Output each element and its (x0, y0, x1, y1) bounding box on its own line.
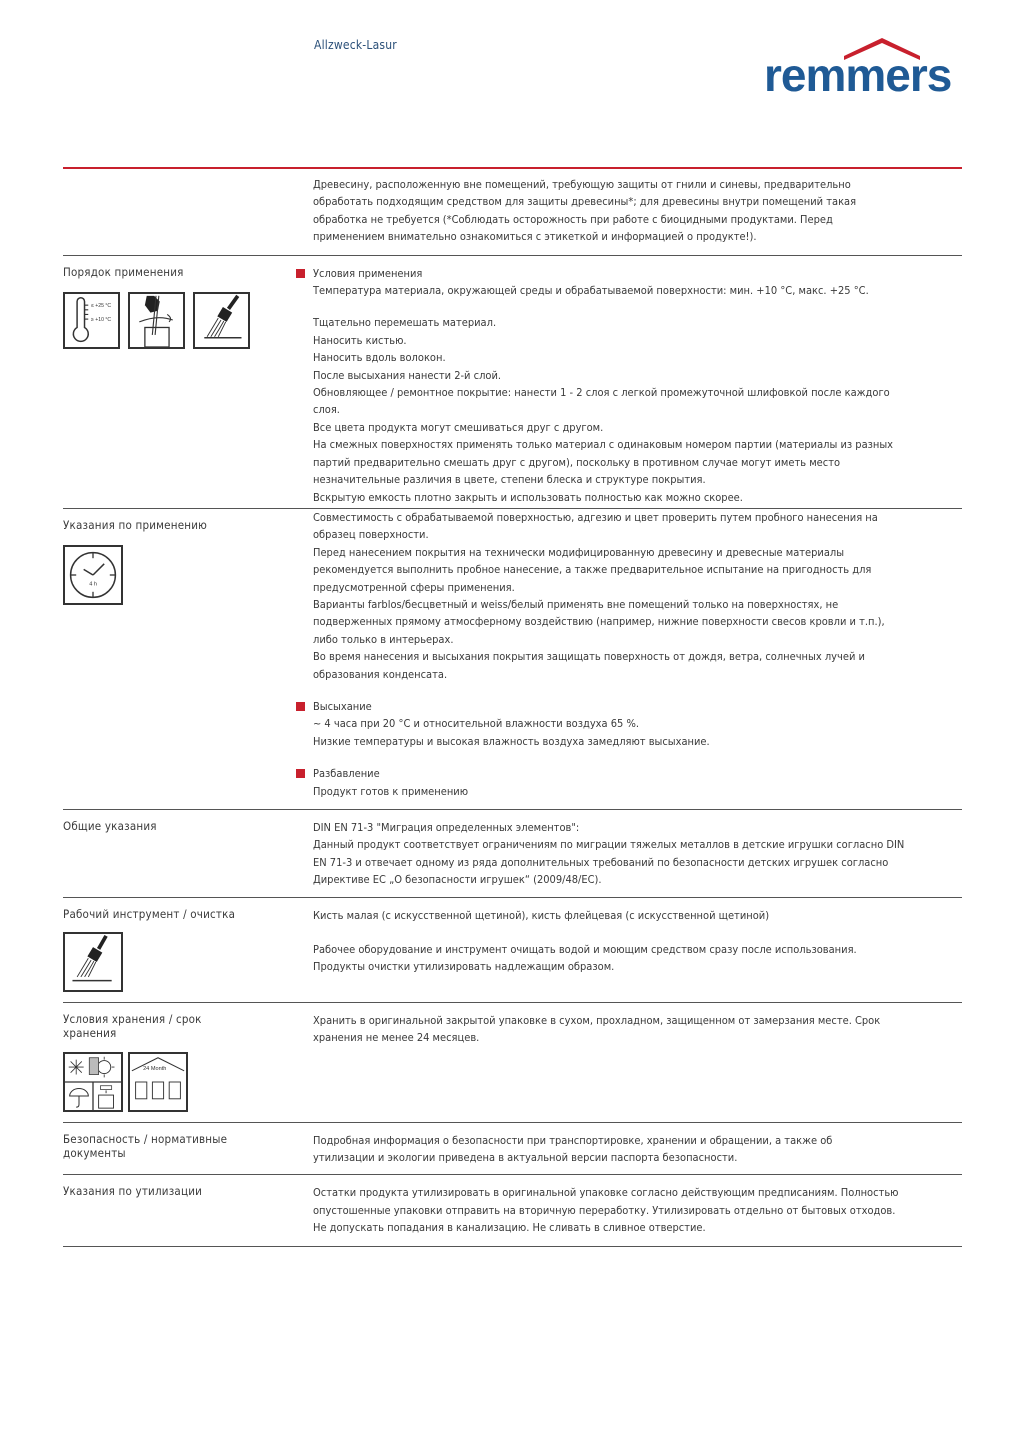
text-line: слоя. (313, 403, 340, 417)
thermometer-icon (63, 292, 120, 349)
text-line: Все цвета продукта могут смешиваться друг с другом. (313, 420, 604, 434)
svg-text:≤ +25 °C: ≤ +25 °C (91, 302, 112, 309)
text-line: Обновляющее / ремонтное покрытие: нанести 1 - 2 слоя с легкой промежуточной шлифовкой после каждого (313, 386, 890, 400)
brush-icon (193, 292, 250, 349)
text-line: обработать подходящим средством для защиты древесины*; для древесины внутри помещений такая (313, 195, 857, 209)
text-line: Низкие температуры и высокая влажность воздуха замедляют высыхание. (313, 734, 710, 748)
text-line: Совместимость с обрабатываемой поверхностью, адгезию и цвет проверить путем пробного нанесения на (313, 510, 878, 524)
clock-icon (63, 545, 123, 605)
intro-row (63, 169, 962, 256)
section-safety (63, 1123, 962, 1176)
section-label: Указания по утилизации (63, 1184, 203, 1199)
text-line: Продукты очистки утилизировать надлежащим образом. (313, 960, 615, 974)
text-line: Наносить кистью. (313, 333, 407, 347)
bullet-icon (296, 769, 305, 778)
text-line: рекомендуется выполнить пробное нанесение, а также предварительное испытание на пригодность для (313, 563, 872, 577)
text-line: либо только в интерьерах. (313, 632, 454, 646)
text-line: Варианты farblos/бесцветный и weiss/белый применять вне помещений только на поверхностях, не (313, 597, 839, 611)
section-tools (63, 898, 962, 1003)
text-line: Остатки продукта утилизировать в оригинальной упаковке согласно действующим предписаниям. Полностью (313, 1186, 899, 1200)
logo-text: remmers (764, 49, 952, 101)
subhead-drying: Высыхание (313, 699, 372, 713)
text-line: Температура материала, окружающей среды и обрабатываемой поверхности: мин. +10 °C, макс. +25 °C. (313, 284, 869, 298)
product-name: Allzweck-Lasur (314, 38, 397, 52)
text-line: Хранить в оригинальной закрытой упаковке в сухом, прохладном, защищенном от замерзания месте. Срок (313, 1013, 881, 1027)
text-line: утилизации и экологии приведена в актуальной версии паспорта безопасности. (313, 1151, 738, 1165)
brush-icon (63, 932, 123, 992)
section-label: Безопасность / нормативные документы (63, 1131, 228, 1160)
text-line: Тщательно перемешать материал. (313, 316, 497, 330)
text-line: Продукт готов к применению (313, 784, 469, 798)
section-label: Общие указания (63, 819, 157, 833)
text-line: Не допускать попадания в канализацию. Не сливать в сливное отверстие. (313, 1221, 706, 1235)
text-line: Директиве ЕС „О безопасности игрушек“ (2009/48/EC). (313, 873, 602, 887)
text-line: Подробная информация о безопасности при транспортировке, хранении и обращении, а также об (313, 1133, 833, 1147)
section-general (63, 810, 962, 898)
text-line: ~ 4 часа при 20 °C и относительной влажности воздуха 65 %. (313, 717, 640, 731)
section-application (63, 256, 962, 509)
text-line: предусмотренной сферы применения. (313, 580, 515, 594)
text-line: опустошенные упаковки отправить на вторичную переработку. Утилизировать отдельно от бытовых отходов. (313, 1203, 896, 1217)
text-line: На смежных поверхностях применять только материал с одинаковым номером партии (материалы из разных (313, 438, 894, 452)
text-line: Во время нанесения и высыхания покрытия защищать поверхность от дождя, ветра, солнечных лучей и (313, 650, 865, 664)
text-line: обработка не требуется (*Соблюдать осторожность при работе с биоцидными продуктами. Перед (313, 212, 833, 226)
bullet-icon (296, 269, 305, 278)
section-label: Порядок применения (63, 264, 184, 279)
text-line: Наносить вдоль волокон. (313, 351, 446, 365)
remmers-logo (762, 36, 962, 106)
section-label: Рабочий инструмент / очистка (63, 906, 236, 921)
subhead-thinning: Разбавление (313, 767, 380, 781)
text-line: После высыхания нанести 2-й слой. (313, 368, 502, 382)
stir-icon (128, 292, 185, 349)
text-line: Данный продукт соответствует ограничениям по миграции тяжелых металлов в детские игрушки согласно DIN (313, 838, 905, 852)
section-disposal (63, 1175, 962, 1246)
text-line: Вскрытую емкость плотно закрыть и использовать полностью как можно скорее. (313, 490, 743, 504)
storage-conditions-icon (63, 1052, 123, 1112)
text-line: применением внимательно ознакомиться с этикеткой и информацией о продукте!). (313, 230, 757, 244)
text-line: образец поверхности. (313, 528, 429, 542)
text-line: Рабочее оборудование и инструмент очищать водой и моющим средством сразу после использования. (313, 943, 857, 957)
text-line: хранения не менее 24 месяцев. (313, 1031, 480, 1045)
text-line: партий предварительно смешать друг с другом), поскольку в противном случае могут иметь место (313, 455, 841, 469)
svg-text:24 Month: 24 Month (143, 1065, 167, 1072)
section-label: Указания по применению (63, 517, 208, 532)
text-line: Древесину, расположенную вне помещений, требующую защиты от гнили и синевы, предварительно (313, 178, 851, 191)
svg-text:≥ +10 °C: ≥ +10 °C (91, 316, 112, 323)
subhead-conditions: Условия применения (313, 266, 423, 280)
bullet-icon (296, 702, 305, 711)
section-instructions (63, 509, 962, 810)
text-line: EN 71-3 и отвечает одному из ряда дополнительных требований по безопасности детских игрушек согласно (313, 855, 889, 869)
section-storage (63, 1003, 962, 1123)
section-label: Условия хранения / срок хранения (63, 1011, 202, 1040)
text-line: Перед нанесением покрытия на технически модифицированную древесину и древесные материалы (313, 545, 845, 559)
document-body (63, 169, 962, 1247)
shelf-life-24-month-icon (128, 1052, 188, 1112)
text-line: подверженных прямому атмосферному воздействию (например, нижние поверхности свесов кровли и т.п.), (313, 615, 885, 629)
svg-text:4 h: 4 h (89, 581, 98, 588)
text-line: DIN EN 71-3 "Миграция определенных элементов": (313, 821, 580, 834)
text-line: Кисть малая (с искусственной щетиной), кисть флейцевая (с искусственной щетиной) (313, 908, 770, 922)
text-line: незначительные различия в цвете, степени блеска и структуре покрытия. (313, 473, 706, 487)
text-line: образования конденсата. (313, 667, 448, 681)
